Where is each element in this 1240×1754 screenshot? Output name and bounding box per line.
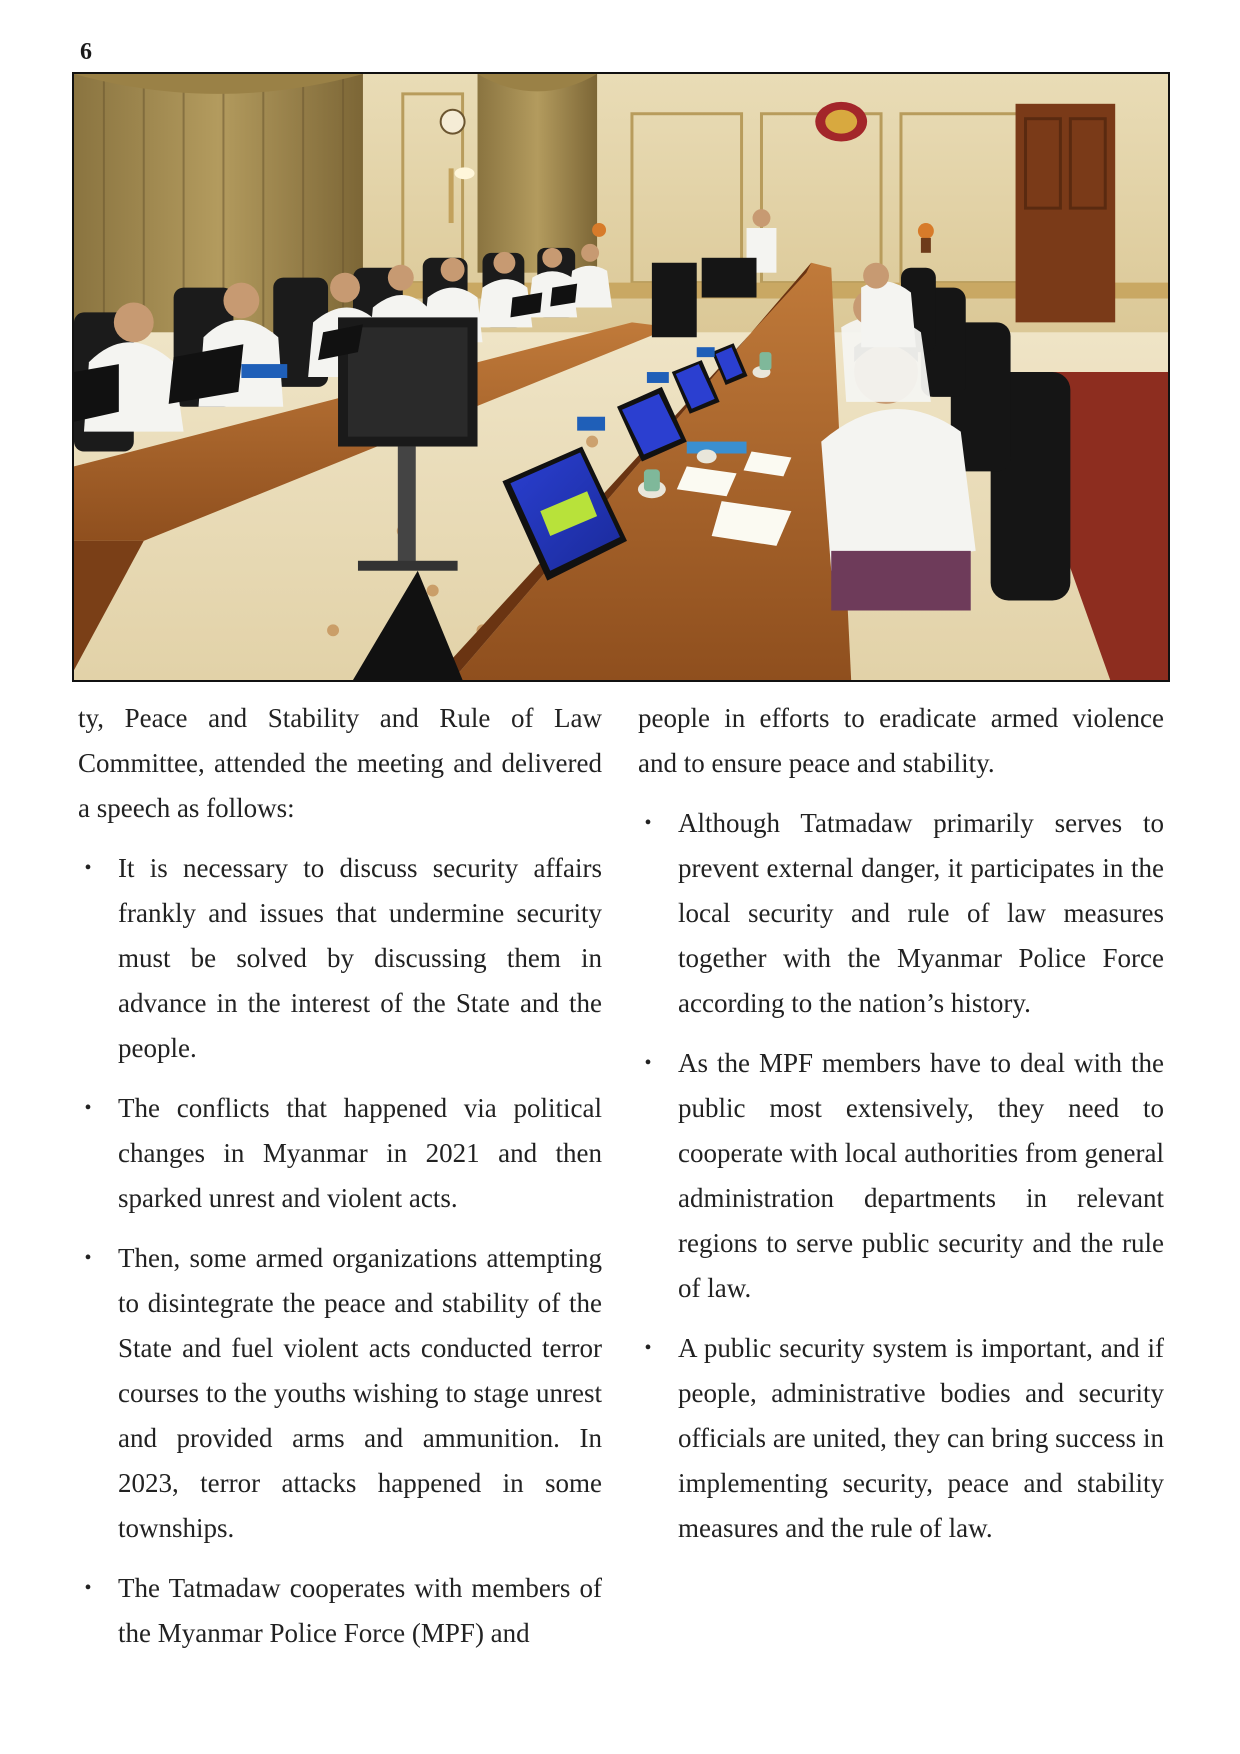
bullet-item [638, 801, 1164, 1026]
bullet-text: The conflicts that happened via political changes in Myanmar in 2021 and then sparked unrest and violent acts. [118, 1093, 602, 1213]
left-column [78, 696, 602, 1656]
bullet-dot: • [644, 812, 652, 834]
bullet-dot: • [84, 1247, 92, 1269]
bullet-dot: • [84, 857, 92, 879]
bullet-text: The Tatmadaw cooperates with members of the Myanmar Police Force (MPF) and [118, 1573, 602, 1648]
bullet-dot: • [84, 1097, 92, 1119]
right-column-intro: people in efforts to eradicate armed violence and to ensure peace and stability. [638, 703, 1164, 778]
bullet-item [78, 1086, 602, 1221]
bullet-item [78, 1236, 602, 1551]
bullet-item [638, 1326, 1164, 1551]
bullet-text: Although Tatmadaw primarily serves to prevent external danger, it participates in the local security and rule of law measures together with the Myanmar Police Force according to the nation’s history. [678, 808, 1164, 1018]
bullet-dot: • [644, 1052, 652, 1074]
bullet-text: A public security system is important, and if people, administrative bodies and security officials are united, they can bring success in implementing security, peace and stability measures and the rule of law. [678, 1333, 1164, 1543]
meeting-photo-illustration [74, 74, 1168, 680]
right-column [638, 696, 1164, 1551]
bullet-text: It is necessary to discuss security affairs frankly and issues that undermine security must be solved by discussing them in advance in the interest of the State and the people. [118, 853, 602, 1063]
bullet-dot: • [84, 1577, 92, 1599]
bullet-item [638, 1041, 1164, 1311]
page-number: 6 [80, 39, 92, 65]
bullet-item [78, 1566, 602, 1656]
meeting-photo [72, 72, 1170, 682]
bullet-dot: • [644, 1337, 652, 1359]
bullet-text: Then, some armed organizations attempting to disintegrate the peace and stability of the State and fuel violent acts conducted terror courses to the youths wishing to stage unrest and provided arms and ammunition. In 2023, terror attacks happened in some townships. [118, 1243, 602, 1543]
bullet-text: As the MPF members have to deal with the public most extensively, they need to cooperate with local authorities from general administration departments in relevant regions to serve public security and the rule of law. [678, 1048, 1164, 1303]
bullet-item [78, 846, 602, 1071]
left-column-intro: ty, Peace and Stability and Rule of Law Committee, attended the meeting and delivered a speech as follows: [78, 703, 602, 823]
right-bullet-list [638, 801, 1164, 1551]
state-emblem [815, 102, 867, 142]
left-bullet-list [78, 846, 602, 1656]
